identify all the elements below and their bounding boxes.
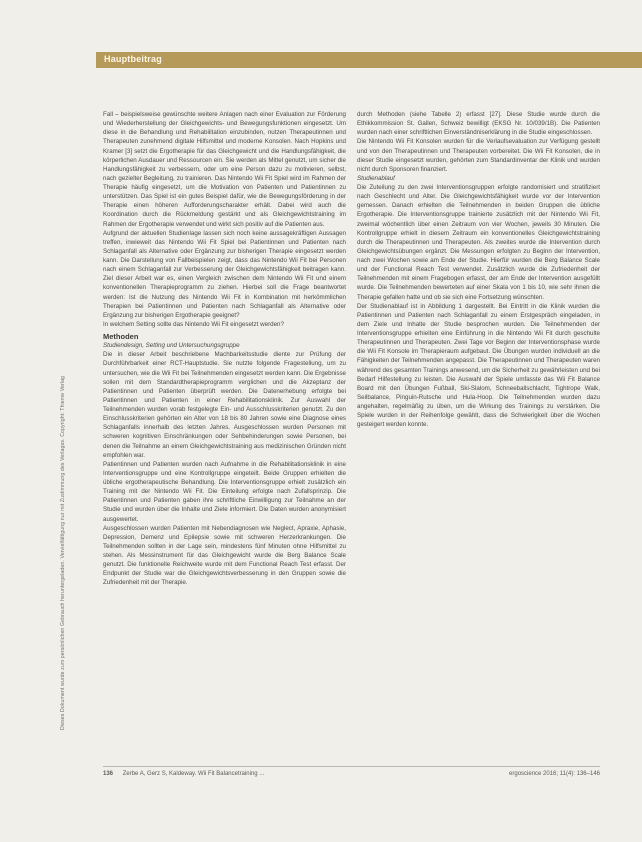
section-heading: Methoden: [103, 332, 139, 341]
section-banner: [96, 52, 642, 68]
side-note-text: Dieses Dokument wurde zum persönlichen Gebrauch heruntergeladen. Vervielfältigung nur mit Zustimmung des Verlages. Copyright: Thieme Verlag: [60, 375, 66, 730]
footer-citation: Zerbe A, Gerz S, Kaldeway. Wii Fit Balancetraining ...: [122, 771, 265, 777]
section-label: Hauptbeitrag: [104, 54, 162, 64]
right-column: [357, 110, 600, 760]
left-column: [103, 110, 346, 760]
paragraph: In welchem Setting sollte das Nintendo Wii Fit eingesetzt werden?: [103, 320, 284, 328]
page-number: 136: [103, 771, 114, 777]
paragraph: Der Studienablauf ist in Abbildung 1 dargestellt. Bei Eintritt in die Klinik wurden die Patientinnen und Patienten nach Schlaganfall zu einem Erstgespräch eingeladen, in dem Ziele und Inhalte der Studie besprochen wurden. Die Teilnehmenden der Interventionsgruppe erhielten eine Einführung in die Nintendo Wii Fit durch geschulte Therapeutinnen und Therapeuten. Zwei Tage vor Beginn der Interventionsphase wurde die Wii Fit Konsole im Therapieraum aufgebaut. Die Übungen wurden individuell an die Fähigkeiten der Teilnehmenden angepasst. Die Therapeutinnen und Therapeuten waren während des gesamten Trainings anwesend, um die Sicherheit zu gewährleisten und bei Bedarf Hilfestellung zu leisten. Die Auswahl der Spiele umfasste das Wii Fit Balance Board mit den Übungen Fußball, Ski-Slalom, Schneeballschlacht, Tightrope Walk, Seilbalance, Pinguin-Rutsche und Hula-Hoop. Die Teilnehmenden wurden dazu angehalten, regelmäßig zu üben, um die Wirkung des Trainings zu verstärken. Die Spiele wurden in der Reihenfolge gewählt, dass die Schwierigkeit über die Wochen gesteigert werden konnte.: [357, 302, 600, 429]
paragraph: Patientinnen und Patienten wurden nach Aufnahme in die Rehabilitationsklinik in eine Interventionsgruppe und eine Kontrollgruppe eingeteilt. Beide Gruppen erhielten die übliche ergotherapeutische Behandlung. Die Interventionsgruppe erhielt zusätzlich ein Training mit der Nintendo Wii Fit. Die Einteilung erfolgte nach Zufallsprinzip. Die Patientinnen und Patienten gaben ihre schriftliche Einwilligung zur Teilnahme an der Studie und wurden über die Inhalte und Ziele informiert. Die Daten wurden anonymisiert ausgewertet.: [103, 460, 346, 523]
paragraph: Aufgrund der aktuellen Studienlage lassen sich noch keine aussagekräftigen Aussagen treffen, inwieweit das Nintendo Wii Fit Spiel bei Patientinnen und Patienten nach Schlaganfall als Alternative oder Ergänzung zur bisherigen Therapie eingesetzt werden kann. Die Darstellung von Fallbeispielen zeigt, dass das Nintendo Wii Fit bei Personen nach einem Schlaganfall zur Verbesserung der Gleichgewichtsfähigkeit beitragen kann. Ziel dieser Arbeit war es, einen Vergleich zwischen dem Nintendo Wii Fit und einem konventionellen Therapieprogramm zu ziehen. Hierbei soll die Frage beantwortet werden: Ist die Nutzung des Nintendo Wii Fit in Kombination mit herkömmlichen Therapien bei Patientinnen und Patienten nach Schlaganfall als Alternative oder Ergänzung zur bisherigen Ergotherapie geeignet?: [103, 229, 346, 319]
copyright-side-note: [60, 80, 70, 730]
paragraph: durch Methoden (siehe Tabelle 2) erfasst [27]. Diese Studie wurde durch die Ethikkommission St. Gallen, Schweiz bewilligt (EKSG Nr. 10/039/1B). Die Patienten wurden nach einer schriftlichen Einverständniserklärung in die Studie eingeschlossen.: [357, 111, 600, 137]
footer-journal: ergoscience 2016; 11(4): 136–146: [509, 771, 600, 777]
paragraph: Fall – beispielsweise gewünschte weitere Anlagen nach einer Evaluation zur Förderung und Wiederherstellung der Gleichgewichts- und Bewegungsfunktionen eingesetzt. Um diese in die Behandlung und Rehabilitation einzubinden, nutzen Therapeutinnen und Therapeuten zunehmend digitale Hilfsmittel und moderne Konsolen. Nach Hopkins und Kramer [3] setzt die Ergotherapie für das Gleichgewicht und die Handlungsfähigkeit, die körperlichen Ausdauer und Ressourcen ein. Sie werden als Mittel genutzt, um sicher die Handlungsfähigkeit zu verbessern, oder um eine Person dazu zu motivieren, selbst, nach gezielter Begleitung, zu trainieren. Das Nintendo Wii Fit Spiel wird im Rahmen der Therapie häufig eingesetzt, um die Motivation von Patienten und Patientinnen zu unterstützen. Das Spiel ist ein gutes Beispiel dafür, wie die Bewegungsförderung in der Therapie einen höheren Aufforderungscharakter erhält. Dabei wird auch die Koordination durch die Rückmeldung gestärkt und als Gleichgewichtstraining im Rahmen der Ergotherapie verwendet und wirkt sich positiv auf die Patienten aus.: [103, 111, 346, 228]
subsection-heading: Studienablauf: [357, 174, 395, 182]
paragraph: Die Zuteilung zu den zwei Interventionsgruppen erfolgte randomisiert und stratifiziert nach Geschlecht und Alter. Die Gleichgewichtsfähigkeit wurde vor der Intervention gemessen. Danach erhielten die Teilnehmenden in beiden Gruppen die übliche Ergotherapie. Die Interventionsgruppe trainierte zusätzlich mit der Nintendo Wii Fit, zweimal wöchentlich über einen Zeitraum von vier Wochen, jeweils 30 Minuten. Die Kontrollgruppe erhielt in diesem Zeitraum ein konventionelles Gleichgewichtstraining durch die Therapeutinnen und Therapeuten. Als zweites wurde die Intervention durch Gleichgewichtsübungen ergänzt. Die Messungen erfolgten zu Beginn der Intervention, nach zwei Wochen sowie am Ende der Studie. Hierfür wurden die Berg Balance Scale und der Functional Reach Test verwendet. Zusätzlich wurde die Zufriedenheit der Teilnehmenden mit einem Fragebogen erfasst, der am Ende der Intervention ausgefüllt wurde. Die Teilnehmenden bewerteten auf einer Skala von 1 bis 10, wie sehr ihnen die Therapie gefallen hatte und ob sie sich eine Fortsetzung wünschten.: [357, 184, 600, 301]
paragraph: Ausgeschlossen wurden Patienten mit Nebendiagnosen wie Neglect, Apraxie, Aphasie, Depression, Demenz und Epilepsie sowie mit schweren Herzerkrankungen. Die Teilnehmenden sollten in der Lage sein, mindestens fünf Minuten ohne Hilfsmittel zu stehen. Als Messinstrument für das Gleichgewicht wurde die Berg Balance Scale genutzt. Die funktionelle Reichweite wurde mit dem Functional Reach Test erfasst. Der Endpunkt der Studie war die Gleichgewichtsverbesserung in den Gruppen sowie die Zufriedenheit mit der Therapie.: [103, 524, 346, 587]
paragraph: Die in dieser Arbeit beschriebene Machbarkeitsstudie diente zur Prüfung der Durchführbarkeit einer RCT-Hauptstudie. Sie nutzte folgende Fragestellung, um zu untersuchen, wie die Wii Fit bei Teilnehmenden eingesetzt werden kann. Die Ergebnisse sollen mit dem Standardtherapieprogramm verglichen und die Akzeptanz der Patientinnen und Patienten überprüft werden. Die Datenerhebung erfolgte bei Patientinnen und Patienten in einer Rehabilitationsklinik. Zur Auswahl der Teilnehmenden wurden vorab festgelegte Ein- und Ausschlusskriterien genutzt. Zu den Einschlusskriterien gehörten ein Alter von 18 bis 80 Jahren sowie eine Diagnose eines Schlaganfalls innerhalb des letzten Jahres. Ausgeschlossen wurden Personen mit schweren kognitiven Einschränkungen oder Sehbehinderungen sowie Personen, bei denen die Teilnahme an einem Gleichgewichtstraining aus medizinischen Gründen nicht empfohlen war.: [103, 351, 346, 459]
subsection-heading: Studiendesign, Setting und Untersuchungsgruppe: [103, 342, 240, 350]
footer-rule: [103, 766, 600, 767]
footer-left: [103, 771, 264, 777]
paragraph: Die Nintendo Wii Fit Konsolen wurden für die Verlaufsevaluation zur Verfügung gestellt und von den Therapeutinnen und Therapeuten vorbereitet. Die Wii Fit Konsolen, die in dieser Studie eingesetzt wurden, gehörten zum Standardinventar der Klinik und wurden nicht durch Sponsoren finanziert.: [357, 138, 600, 173]
